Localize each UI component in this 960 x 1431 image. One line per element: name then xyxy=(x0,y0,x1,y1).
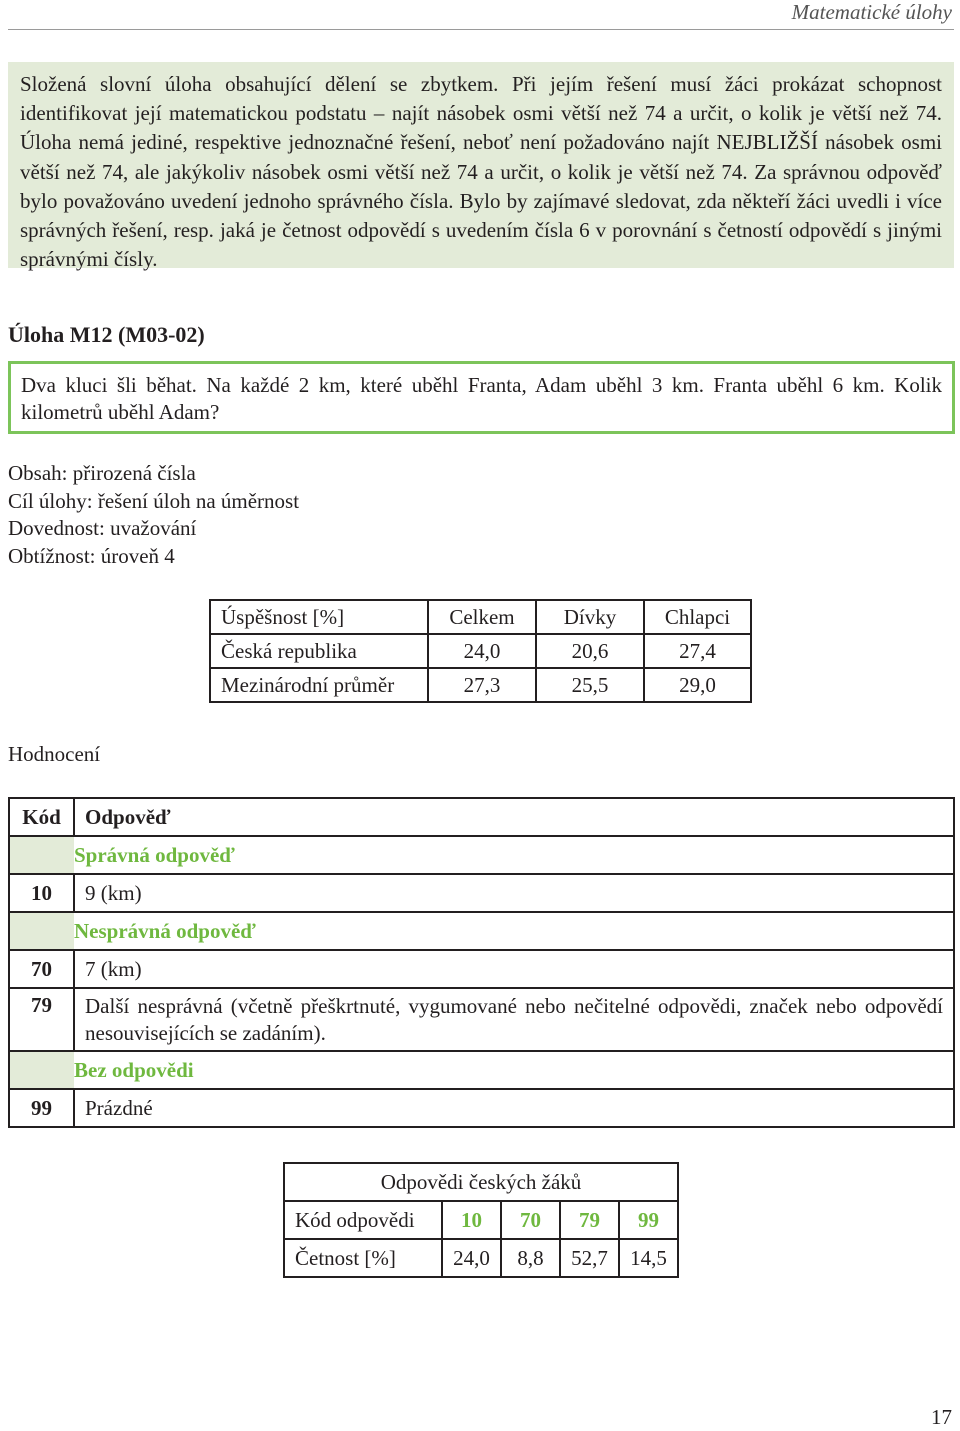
answer-description-text: Další nesprávná (včetně přeškrtnuté, vygumované nebo nečitelné odpovědi, značek nebo odpovědí nesouvisejících se zadáním). xyxy=(85,994,943,1045)
commentary-box xyxy=(8,62,954,272)
table-header-row xyxy=(210,600,751,634)
running-head: Matematické úlohy xyxy=(791,0,952,24)
task-metadata xyxy=(8,460,299,570)
task-box xyxy=(8,361,955,434)
table-header-cell: Chlapci xyxy=(644,600,751,634)
code-cell: 99 xyxy=(619,1201,678,1239)
table-row xyxy=(284,1239,678,1277)
answer-header: Odpověď xyxy=(74,798,954,836)
category-swatch xyxy=(9,836,74,874)
table-row xyxy=(9,1089,954,1127)
page-number: 17 xyxy=(931,1405,952,1429)
task-title: Úloha M12 (M03-02) xyxy=(8,322,205,347)
answer-code: 79 xyxy=(9,988,74,1051)
category-row-correct xyxy=(9,836,954,874)
table-cell: 24,0 xyxy=(442,1239,501,1277)
table-row xyxy=(9,874,954,912)
answer-description: 9 (km) xyxy=(74,874,954,912)
table-cell: 14,5 xyxy=(619,1239,678,1277)
table-header-row xyxy=(9,798,954,836)
meta-difficulty: Obtížnost: úroveň 4 xyxy=(8,543,175,568)
code-cell: 79 xyxy=(560,1201,619,1239)
answer-description xyxy=(74,988,954,1051)
answer-code: 10 xyxy=(9,874,74,912)
meta-skill: Dovednost: uvažování xyxy=(8,516,197,540)
table-row-label: Mezinárodní průměr xyxy=(210,668,428,702)
table-header-cell: Dívky xyxy=(536,600,644,634)
code-header: Kód xyxy=(9,798,74,836)
scoring-codes-table xyxy=(8,797,955,1128)
table-row xyxy=(9,950,954,988)
code-cell: 70 xyxy=(501,1201,560,1239)
table-cell: 25,5 xyxy=(536,668,644,702)
table-row xyxy=(9,988,954,1051)
table-cell: 8,8 xyxy=(501,1239,560,1277)
table-cell: 52,7 xyxy=(560,1239,619,1277)
category-swatch xyxy=(9,912,74,950)
table-cell: 24,0 xyxy=(428,634,536,668)
table-title: Odpovědi českých žáků xyxy=(284,1163,678,1201)
table-cell: 27,3 xyxy=(428,668,536,702)
table-row-label: Česká republika xyxy=(210,634,428,668)
category-label: Správná odpověď xyxy=(74,836,954,874)
answer-code: 99 xyxy=(9,1089,74,1127)
table-cell: 20,6 xyxy=(536,634,644,668)
category-row-incorrect xyxy=(9,912,954,950)
table-row xyxy=(210,634,751,668)
evaluation-heading: Hodnocení xyxy=(8,742,101,766)
meta-content: Obsah: přirozená čísla xyxy=(8,461,196,485)
task-text: Dva kluci šli běhat. Na každé 2 km, které uběhl Franta, Adam uběhl 3 km. Franta uběhl 6 km. Kolik kilometrů uběhl Adam? xyxy=(21,373,942,424)
table-row-label: Kód odpovědi xyxy=(284,1201,442,1239)
table-cell: 27,4 xyxy=(644,634,751,668)
answer-code: 70 xyxy=(9,950,74,988)
table-row xyxy=(210,668,751,702)
category-swatch xyxy=(9,1051,74,1089)
table-header-cell: Úspěšnost [%] xyxy=(210,600,428,634)
table-cell: 29,0 xyxy=(644,668,751,702)
category-label: Bez odpovědi xyxy=(74,1051,954,1089)
table-header-cell: Celkem xyxy=(428,600,536,634)
header-divider xyxy=(8,29,954,30)
code-cell: 10 xyxy=(442,1201,501,1239)
response-frequency-table xyxy=(283,1162,679,1278)
success-rate-table xyxy=(209,599,752,703)
category-label: Nesprávná odpověď xyxy=(74,912,954,950)
table-row-label: Četnost [%] xyxy=(284,1239,442,1277)
answer-description: Prázdné xyxy=(74,1089,954,1127)
answer-description: 7 (km) xyxy=(74,950,954,988)
table-title-row xyxy=(284,1163,678,1201)
meta-goal: Cíl úlohy: řešení úloh na úměrnost xyxy=(8,488,300,513)
commentary-text: Složená slovní úloha obsahující dělení se zbytkem. Při jejím řešení musí žáci prokázat schopnost identifikovat její matematickou podstatu – najít násobek osmi větší než 74 a určit, o kolik je větší než 74. Úloha nemá jediné, respektive jednoznačné řešení, neboť není požadováno najít NEJBLIŽŠÍ násobek osmi větší než 74, ale jakýkoliv násobek osmi větší než 74 a určit, o kolik je větší než 74. Za správnou odpověď bylo považováno uvedení jednoho správného čísla. Bylo by zajímavé sledovat, zda někteří žáci uvedli i více správných řešení, resp. jaká je četnost odpovědí s uvedením čísla 6 v porovnání s četností odpovědí s jinými správnými čísly. xyxy=(20,72,942,272)
category-row-none xyxy=(9,1051,954,1089)
table-row xyxy=(284,1201,678,1239)
